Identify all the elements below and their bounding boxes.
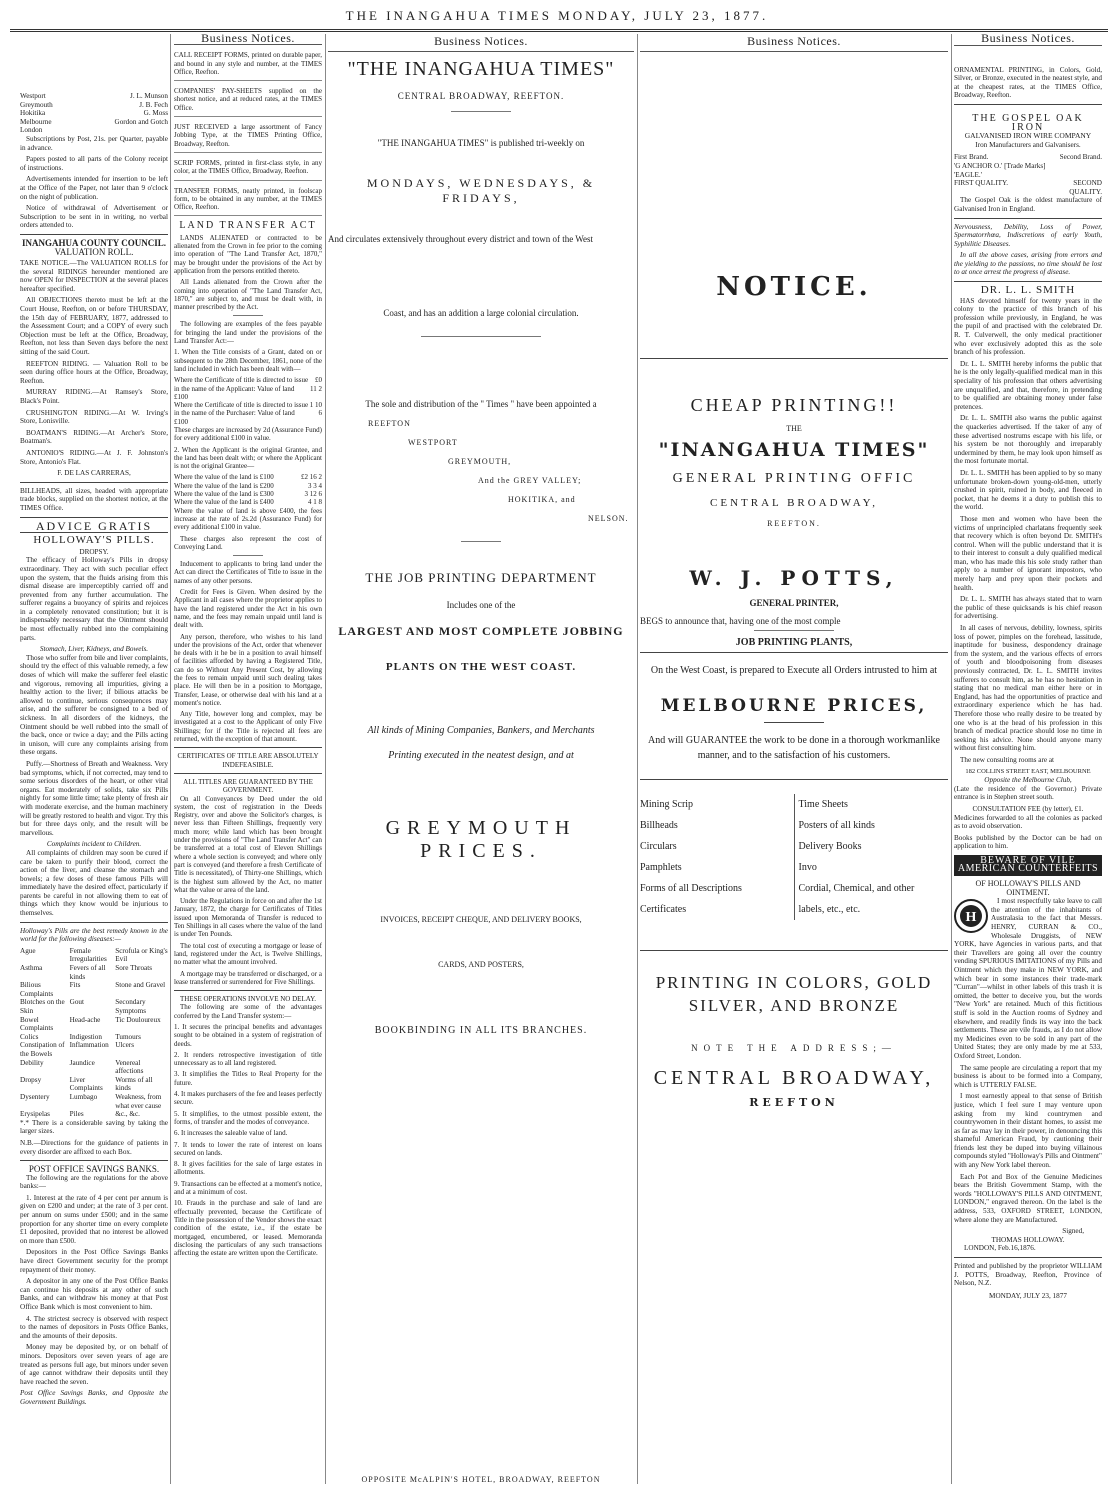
disease-row-cell: Gout — [69, 998, 85, 1007]
column-5 — [954, 34, 1102, 1484]
fee-row-cell: Where the value of the land is £400 — [174, 498, 274, 507]
disease-row-cell: Fits — [69, 981, 81, 990]
printing-colors: PRINTING IN COLORS, GOLD SILVER, AND BRONZE — [655, 973, 933, 1015]
fee-row-cell: 1 10 6 — [309, 401, 322, 418]
post-office-rule: Depositors in the Post Office Savings Banks have direct Government security for the prompt repayment of their money. — [20, 1248, 168, 1274]
column-3 — [328, 34, 634, 1484]
holloway-body — [954, 897, 1102, 1224]
disease-row-cell: Jaundice — [69, 1058, 95, 1067]
medicines-note: Medicines forwarded to all the colonies as packed as to avoid observation. — [954, 813, 1102, 831]
agent-row — [20, 118, 168, 127]
agent-row-cell: Hokitika — [20, 109, 46, 118]
disease-row-cell: Liver Complaints — [69, 1075, 103, 1093]
fees-table-1 — [174, 376, 322, 426]
disease-row — [20, 1016, 168, 1033]
disease-row — [20, 981, 168, 998]
disease-row-cell: Head-ache — [69, 1015, 101, 1024]
advice-title: ADVICE GRATIS — [20, 522, 168, 534]
business-notice: CALL RECEIPT FORMS, printed on durable paper, and bound in any style and number, at the TIMES Office, Reefton. — [174, 51, 322, 81]
disease-row-cell: Colics — [20, 1032, 39, 1041]
smith-paragraph: Dr. L. L. SMITH also warns the public against the quackeries advertised. If the taker of any of these advertised nostrums escape with his life, or his system be not thoroughly and irreparably undermined by them, he may look upon himself as the most fortunate mortal. — [954, 414, 1102, 466]
column-4 — [640, 34, 948, 1484]
brand-row-cell: FIRST QUALITY. — [954, 179, 1009, 188]
books-note: Books published by the Doctor can be had on application to him. — [954, 833, 1102, 851]
signed: Signed, — [1062, 1227, 1084, 1236]
guaranteed-title: ALL TITLES ARE GUARANTEED BY THE GOVERNMENT. — [183, 777, 313, 795]
column-divider — [325, 34, 326, 1484]
disease-row-cell: Ague — [20, 946, 36, 955]
subscription-note: Papers posted to all parts of the Colony receipt of instructions. — [20, 155, 168, 172]
opposite-line: OPPOSITE McALPIN'S HOTEL, BROADWAY, REEFTON — [361, 1475, 601, 1484]
agent-row-cell: Westport — [20, 92, 46, 100]
holloway-pills-title: HOLLOWAY'S PILLS. — [33, 534, 155, 547]
agent-row-cell: J. L. Munson — [130, 92, 168, 100]
disease-row-cell: Constipation of the Bowels — [20, 1041, 65, 1058]
item-right: labels, etc., etc. — [798, 904, 861, 915]
operations-title: THESE OPERATIONS INVOLVE NO DELAY. — [179, 995, 317, 1004]
svg-text:H: H — [965, 910, 977, 926]
deeds-body: On all Conveyances by Deed under the old system, the cost of registration in the Deeds Registry, over and above the Solicitor's charges, is never less than Fifteen Shillings, frequently very much more; while land which has been brought under the provisions of "The Land Transfer Act" can be transferred at a total cost of Eleven Shillings where a whole section is conveyed; and where only part is conveyed (and therefore a fresh Certificate of Title is necessitated), of Thirty-one Shillings, which is the highest sum allowed by the Act, no matter what the value or area of the land. — [174, 794, 322, 894]
disease-row-cell: Tic Douloureux — [115, 1015, 161, 1024]
times-heavy-title: "INANGAHUA TIMES" — [658, 439, 930, 461]
lease: The total cost of executing a mortgage or lease of land, registered under the Act, is Twelve Shillings, no matter what the amount involved. — [174, 941, 322, 967]
prepared-line: On the West Coast, is prepared to Execute all Orders intrusted to him at — [650, 665, 938, 676]
advantage-item: 9. Transactions can be effected at a moment's notice, and at a minimum of cost. — [174, 1179, 322, 1197]
business-notices-header: Business Notices. — [328, 34, 634, 52]
agent-row-cell: Gordon and Gotch — [114, 117, 168, 126]
holloway-title: OF HOLLOWAY'S PILLS AND OINTMENT. — [975, 879, 1081, 897]
disease-row-cell: Ulcers — [115, 1041, 134, 1050]
agent-row — [20, 109, 168, 118]
valuation-lead: TAKE NOTICE.—The VALUATION ROLLS for the several RIDINGS hereunder mentioned are now OPEN for INSPECTION at the several places hereafter specified. — [20, 259, 168, 293]
coast-line: Coast, and has an addition a large colonial circulation. — [383, 308, 579, 318]
plants-line: PLANTS ON THE WEST COAST. — [385, 661, 577, 673]
post-office-rule: A depositor in any one of the Post Office Banks can continue his deposits at any other of such Banks, and can withdraw his money at that Post Office Bank which is most convenient to him. — [20, 1277, 168, 1311]
smith-paragraph: Dr. L. L. SMITH has been applied to by so many unfortunate broken-down young-old-men, utterly crushed in spirit, ruined in body, and fleeced in pocket, that he deems it a duty to publish this to the world. — [954, 468, 1102, 512]
general-printer: GENERAL PRINTER, — [749, 598, 839, 608]
distribution-place: WESTPORT — [408, 438, 458, 447]
disease-row — [20, 1110, 168, 1119]
invoices-line: INVOICES, RECEIPT CHEQUE, AND DELIVERY BOOKS, — [380, 915, 582, 924]
brand-row — [954, 179, 1102, 196]
fee-row-cell: 3 12 6 — [304, 490, 322, 499]
fee-row — [174, 401, 322, 426]
dropsy-title: DROPSY. — [79, 547, 109, 556]
valuation-body: All OBJECTIONS thereto must be left at the Court House, Reefton, on or before THURSDAY, the 15th day of FEBRUARY, 1877, addressed to the Assessment Court; and a COPY of every such Objection must be left at the Office, Broadway, Reefton, not less than Seven days before the next sitting of the said Court. — [20, 296, 168, 357]
times-title: "THE INANGAHUA TIMES" — [347, 58, 615, 80]
holloway-sign: THOMAS HOLLOWAY. — [991, 1235, 1065, 1244]
dropsy-body: The efficacy of Holloway's Pills in dropsy extraordinary. They act with such peculiar effect upon the system, that the fluids arising from this dismal disease are imperceptibly carried off and prevented from any further accumulation. The sufferer regains a buoyancy of spirits and rejoices in a completely renovated constitution; but it is indispensably necessary that the Ointment should be most effectually rubbed into the complaining parts. — [20, 556, 168, 642]
column-2 — [174, 34, 322, 1484]
smith-paragraph: Those men and women who have been the victims of unprincipled charlatans frequently seek that recovery which is often beyond Dr. SMITH's control. When will the public understand that it is to their interest to consult a duly qualified medical man, who has made this his sole study rather than apply to a number of ignorant impostors, who merely harp and prey upon their pockets and health. — [954, 514, 1102, 592]
disease-row-cell: Indigestion — [69, 1032, 102, 1041]
fee-row-cell: 4 1 8 — [308, 498, 322, 507]
fees-case-1: 1. When the Title consists of a Grant, dated on or subsequent to the 28th December, 1861, none of the land included in which has been dealt with— — [174, 348, 322, 373]
dr-smith-body — [954, 297, 1102, 765]
agent-row — [20, 92, 168, 101]
beware-line-1: BEWARE OF VILE — [980, 854, 1076, 866]
business-notice: COMPANIES' PAY-SHEETS supplied on the shortest notice, and at reduced rates, at the TIMES Office. — [174, 87, 322, 117]
brand-row-cell: SECOND QUALITY. — [1069, 179, 1102, 196]
agent-row — [20, 126, 168, 135]
london-date: LONDON, Feb.16,1876. — [964, 1244, 1036, 1253]
disease-row-cell: Bowel Complaints — [20, 1015, 54, 1033]
children-body: All complaints of children may soon be cured if care be taken to purify their blood, correct the action of the liver, and cleanse the stomach and bowels; a few doses of these famous Pills will immediately have the desired effect, particularly if parents be careful in not allowing them to eat of things which they know would be injurious to themselves. — [20, 848, 168, 918]
circulates-line: And circulates extensively throughout every district and town of the West — [328, 234, 594, 244]
dr-smith-title: DR. L. L. SMITH — [980, 284, 1076, 297]
smith-opposite: Opposite the Melbourne Club, — [984, 776, 1072, 785]
disease-row-cell: Dysentery — [20, 1092, 50, 1101]
beware-line-2: AMERICAN COUNTERFEITS — [957, 863, 1099, 875]
credit: Credit for Fees is Given. When desired by the Applicant in all cases where the proprietor applies to have the land registered under the Act in his own name, and the fees may remain unpaid until land is dealt with. — [174, 588, 322, 630]
fee-row — [174, 490, 322, 498]
reefton-line: REEFTON. — [767, 519, 821, 528]
mortgage: A mortgage may be transferred or discharged, or a lease transferred or surrendered for Five Shillings. — [174, 969, 322, 986]
central-broadway: CENTRAL BROADWAY, — [710, 497, 878, 509]
holloway-paragraph: I most earnestly appeal to that sense of British justice, which I feel sure I may venture upon asking from my kind countrymen and countrywomen in their distant homes, to assist me as far as may lay in their power, in denouncing this shameful American Fraud, by cautioning their friends lest they be duped into buying villainous compounds styled "Holloway's Pills and Ointment" with any New York label thereon. — [954, 1092, 1102, 1170]
advantages-lead: The following are some of the advantages conferred by the Land Transfer system:— — [174, 1003, 322, 1020]
disease-row-cell: Venereal affections — [115, 1058, 144, 1076]
footer-fragment: Post Office Savings Banks, and Opposite the Government Buildings. — [20, 1389, 168, 1406]
fee-row — [174, 498, 322, 506]
item-left: Billheads — [640, 820, 678, 831]
disease-row-cell: Tumours — [115, 1032, 141, 1041]
agents-table — [20, 92, 168, 135]
smith-paragraph: HAS devoted himself for twenty years in the colony to the practice of this branch of his profession while previously, in England, he was the pupil of and practised with the celebrated Dr. R. T. Culverwell, the only medical practitioner who ever exclusively adopted this as the sole branch of his profession. — [954, 296, 1102, 357]
nervousness: Nervousness, Debility, Loss of Power, Spermatorrhœa, Indiscretions of early Youth, Syphilitic Diseases. — [954, 222, 1102, 248]
agent-row-cell: Greymouth — [20, 100, 53, 109]
item-left: Certificates — [640, 904, 687, 915]
job-printing-title: THE JOB PRINTING DEPARTMENT — [365, 570, 597, 585]
disease-row — [20, 998, 168, 1015]
item-right: Posters of all kinds — [798, 820, 875, 831]
gospel-manufacturers: Iron Manufacturers and Galvanisers. — [975, 140, 1081, 149]
disease-row — [20, 964, 168, 981]
guarantee-line: And will GUARANTEE the work to be done in a thorough workmanlike manner, and to the satisfaction of his customers. — [648, 735, 940, 761]
holloway-paragraph: I most respectfully take leave to call the attention of the inhabitants of Australasia to the fact that Messrs. HENRY, CURRAN & CO., Wholesale Druggists, of NEW YORK, have Agencies in various parts, and that their Travellers are going all over the country vending SPURIOUS IMITATIONS of my Pills and Ointment which they make in NEW YORK, and which bear in some instances their trade-mark "Curran"—whilst in other labels of this trash it is omitted, the better to deceive you, but the words "New York" are retained. Much of this fictitious stuff is sold in the Auction rooms of Sydney and elsewhere, and readily finds its way into the back settlements. These are vile frauds, as I do not allow my Medicines even to be sold in any part of the United States; they are only made by me at 533, Oxford Street, London. — [954, 897, 1102, 1060]
items-table — [640, 794, 948, 920]
smith-paragraph: In all cases of nervous, debility, lowness, spirits loss of power, pimples on the forehead, lassitude, inaptitude for business, despondency drainage from the system, and the various effects of errors of youth and bloodpoisoning from diseases previously contracted, Dr. L. L. SMITH invites sufferers to consult him, as he has no hesitation in stating that no medical man either here or in England, has had the opportunities of practice and extraordinary experience which he has had. Therefore those who really desire to be treated by one who is at the head of his profession in this branch of medical practice should lose no time in seeking his advice. None should anyone marry without first consulting him. — [954, 624, 1102, 753]
valuation-title: VALUATION ROLL. — [54, 246, 134, 257]
stomach-title: Stomach, Liver, Kidneys, and Bowels. — [39, 645, 149, 654]
subscription-note: Notice of withdrawal of Advertisement or Subscription to be sent in in writing, no verbal orders attended to. — [20, 204, 168, 230]
agent-row-cell: London — [20, 126, 43, 135]
holloway-paragraph: The same people are circulating a report that my business is about to be formed into a Company, which is UTTERLY FALSE. — [954, 1063, 1102, 1089]
disease-row-cell: Stone and Gravel — [115, 981, 166, 990]
fee-row-cell: Where the value of the land is £200 — [174, 481, 274, 490]
fee-row-cell: 3 3 4 — [308, 481, 322, 490]
item-left: Circulars — [640, 841, 677, 852]
includes-line: Includes one of the — [446, 600, 516, 610]
disease-row-cell: Weakness, from what ever cause — [115, 1092, 162, 1110]
fee-row — [174, 473, 322, 481]
gospel-title: THE GOSPEL OAK IRON — [972, 112, 1084, 133]
consultation-fee: CONSULTATION FEE (by letter), £1. — [972, 804, 1084, 813]
disease-row — [20, 1059, 168, 1076]
disease-row-cell: Blotches on the Skin — [20, 998, 65, 1015]
fees-case-2: 2. When the Applicant is the original Grantee, and the land has been dealt with; or where the Applicant is not the original Grantee— — [174, 445, 322, 471]
disease-row-cell: Lumbago — [69, 1092, 98, 1101]
post-office-rules — [20, 1194, 168, 1386]
riding-item: MURRAY RIDING.—At Ramsey's Store, Black's Point. — [20, 388, 168, 405]
distribution-place: GREYMOUTH, — [448, 457, 512, 466]
fee-row — [174, 376, 322, 401]
beware-banner — [954, 855, 1102, 876]
certificates-title: CERTIFICATES OF TITLE ARE ABSOLUTELY INDEFEASIBLE. — [177, 752, 319, 769]
business-notices-header: Business Notices. — [174, 34, 322, 45]
disease-row-cell: Erysipelas — [20, 1110, 50, 1119]
the-line: THE — [786, 424, 802, 433]
brands-table — [954, 153, 1102, 196]
disease-row-cell: Inflammation — [69, 1041, 109, 1050]
advantage-item: 3. It simplifies the Titles to Real Property for the future. — [174, 1070, 322, 1087]
distribution-place: REEFTON — [368, 419, 411, 428]
disease-row-cell: Scrofula or King's Evil — [115, 946, 168, 964]
valuation-sign: F. DE LAS CARRERAS, — [57, 469, 131, 478]
general-office: GENERAL PRINTING OFFIC — [672, 471, 916, 486]
cheap-printing: CHEAP PRINTING!! — [690, 395, 898, 415]
printed-by: Printed and published by the proprietor WILLIAM J. POTTS, Broadway, Reefton, Province of Nelson, N.Z. — [954, 1262, 1102, 1288]
item-left: Mining Scrip — [640, 799, 694, 810]
brand-row — [954, 153, 1102, 162]
post-office-lead: The following are the regulations for the above banks:— — [20, 1173, 168, 1191]
disease-row-cell: Worms of all kinds — [115, 1075, 153, 1093]
gospel-subtitle: GALVANISED IRON WIRE COMPANY — [964, 131, 1092, 141]
regulations: Under the Regulations in force on and after the 1st January, 1872, the charge for Certificates of Titles issued upon Memoranda of Transfer is reduced to Ten Shillings in all cases where the value of the land is under Ten Pounds. — [174, 897, 322, 939]
item-right: Invo — [798, 862, 817, 873]
note-address: NOTE THE ADDRESS;— — [691, 1043, 897, 1053]
date-line: MONDAY, JULY 23, 1877 — [989, 1291, 1067, 1300]
smith-paragraph: Dr. L. L. SMITH hereby informs the public that he is the only legally-qualified medical man in this speciality of his profession that others advertising are unqualified, and that, therefore, in pretending to be qualified are obtaining money under false pretences. — [954, 359, 1102, 411]
disease-row-cell: &c., &c. — [115, 1110, 140, 1119]
job-plants: JOB PRINTING PLANTS, — [735, 637, 853, 648]
puffy-body: Puffy.—Shortness of Breath and Weakness. Very bad symptoms, which, if not corrected, may tend to some serious disorders of the heart, or other vital organs. Eat moderately of solids, take six Pills nightly for some little time; take plenty of fresh air with moderate exercise, and the human machinery will be greatly restored to health and vigor. Try this but for three days only, and the result will be marvellous. — [20, 759, 168, 837]
disease-row — [20, 1041, 168, 1058]
business-notices-header: Business Notices. — [954, 34, 1102, 46]
business-notice: JUST RECEIVED a large assortment of Fancy Jobbing Type, at the TIMES Printing Office, Broadway, Reefton. — [174, 123, 322, 153]
land-transfer-title: LAND TRANSFER ACT — [179, 220, 317, 232]
advantage-item: 2. It renders retrospective investigation of title unnecessary as to all land registered. — [174, 1050, 322, 1068]
item-left: Pamphlets — [640, 862, 682, 873]
fees-note-2: Where the value of land is above £400, the fees increase at the rate of 2s.2d (Assurance Fund) for every additional £100 in value. — [174, 506, 322, 532]
disease-row-cell: Female Irregularities — [69, 946, 107, 964]
agent-row-cell: Melbourne — [20, 117, 52, 126]
reefton-line-2: REEFTON — [749, 1096, 839, 1109]
council-title: INANGAHUA COUNTY COUNCIL. — [22, 237, 166, 248]
printing-executed-line: Printing executed in the neatest design, and at — [388, 750, 574, 761]
all-kinds-line: All kinds of Mining Companies, Bankers, and Merchants — [367, 725, 595, 736]
disease-row-cell: Debility — [20, 1058, 44, 1067]
fee-row-cell: Where the value of the land is £100 — [174, 473, 274, 482]
disease-row — [20, 1033, 168, 1042]
nervousness-2: In all the above cases, arising from errors and the yielding to the passions, no time should be lost to at once arrest the progress of disease. — [954, 251, 1102, 277]
smith-paragraph: The new consulting rooms are at — [960, 755, 1055, 764]
any-person: Any person, therefore, who wishes to his land under the provisions of the Act, order that whenever he deals with it he be in a position to avail himself of facilities afforded by having a Registered Title, can do so Without Any Present Cost, by allowing the fees to remain unpaid until such dealing takes place. He will then be in a position to Mortgage, Transfer, Lease, or otherwise deal with his land at a moment's notice. — [174, 632, 322, 707]
post-office-rule: 1. Interest at the rate of 4 per cent per annum is given on £200 and under; at the rate of 3 per cent. per annum on sums under £500; and in the same proportion for any shorter time on every complete £1 deposited, provided that no interest be allowed on more than £500. — [20, 1193, 168, 1245]
disease-row-cell: Secondary Symptoms — [115, 998, 146, 1015]
brand-row-cell — [1048, 162, 1102, 179]
advantage-item: 10. Frauds in the purchase and sale of land are effectually prevented, because the Certificate of Title in the possession of the Vendor shows the exact condition of the estate, i.e., if the estate be mortgaged, encumbered, or leased. Memoranda disclosing the particulars of any such transactions affecting the estate are written upon the Certificate. — [174, 1199, 322, 1258]
fee-row-cell: Where the Certificate of title is directed to issue in the name of the Applicant: Value of land £100 — [174, 376, 309, 401]
riding-item: REEFTON RIDING. — Valuation Roll to be seen during office hours at the Office, Broadway, Reefton. — [20, 359, 168, 385]
best-remedy: Holloway's Pills are the best remedy known in the world for the following diseases:— — [20, 926, 168, 944]
subscription-notes — [20, 135, 168, 230]
fee-row-cell: £2 16 2 — [301, 473, 322, 482]
column-divider — [951, 34, 952, 1484]
distribution-place: And the GREY VALLEY; — [478, 476, 582, 485]
gospel-note: The Gospel Oak is the oldest manufacture of Galvanised Iron in England. — [954, 196, 1102, 213]
stomach-body: Those who suffer from bile and liver complaints, should try the effect of this valuable remedy, a few doses of which will make the sufferer feel elastic and vigorous, removing all impurities, giving a healthy action to the liver; if bilious attacks be allowed to continue, serious consequences may arise, and the sufferer be consigned to a bed of sickness. In all disorders of the kidneys, the Ointment should be well rubbed into the small of the back, once or twice a day; and the Pills acting in unison, will cure any complaints arising from these organs. — [20, 653, 168, 757]
post-office-title: POST OFFICE SAVINGS BANKS. — [28, 1164, 160, 1175]
advantage-item: 8. It gives facilities for the sale of large estates in allotments. — [174, 1160, 322, 1177]
distribution-line: The sole and distribution of the " Times " have been appointed a — [365, 399, 597, 409]
disease-row-cell: Bilious Complaints — [20, 981, 54, 998]
fees-table-2 — [174, 473, 322, 506]
land-intro: LANDS ALIENATED or contracted to be alienated from the Crown in fee prior to the coming into operation of "The Land Transfer Act, 1870," may be brought under the provisions of the Act by application from the persons entitled thereto. — [174, 233, 322, 275]
business-notices-header: Business Notices. — [640, 34, 948, 52]
directions-note: N.B.—Directions for the guidance of patients in every disorder are affixed to each Box. — [20, 1138, 168, 1156]
fee-row-cell: Where the value of the land is £300 — [174, 490, 274, 499]
bookbinding-line: BOOKBINDING IN ALL ITS BRANCHES. — [374, 1025, 588, 1036]
begs-line: BEGS to announce that, having one of the most comple — [640, 616, 841, 626]
riding-item: ANTONIO'S RIDING.—At J. F. Johnston's Store, Antonio's Flat. — [20, 448, 168, 466]
riding-item: CRUSHINGTON RIDING.—At W. Irving's Store, Lonisville. — [20, 408, 168, 426]
item-left: Forms of all Descriptions — [640, 883, 742, 894]
agent-row-cell: J. B. Fech — [139, 100, 168, 109]
post-office-rule: 4. The strictest secrecy is observed with respect to the names of depositors in Posts Office Banks, and the amounts of their deposits. — [20, 1314, 168, 1340]
holloway-seal-icon — [954, 899, 988, 936]
disease-row-cell: Dropsy — [20, 1075, 42, 1084]
agent-row-cell — [76, 126, 168, 135]
advantage-item: 1. It secures the principal benefits and advantages sought to be obtained in a system of registration of deeds. — [174, 1022, 322, 1048]
column-divider — [170, 34, 171, 1484]
notices-list — [174, 51, 322, 216]
billheads-notice: BILLHEADS, all sizes, headed with appropriate trade blocks, supplied on the shortest notice, at the TIMES Office. — [20, 486, 168, 512]
masthead-rule — [10, 29, 1108, 32]
subscription-note: Advertisements intended for insertion to be left at the Office of the Paper, not later than 9 o'clock on the night of publication. — [20, 175, 168, 201]
item-right: Delivery Books — [798, 841, 862, 852]
fee-row — [174, 482, 322, 490]
central-broadway-2: CENTRAL BROADWAY, — [653, 1067, 935, 1089]
ornamental-notice: ORNAMENTAL PRINTING, in Colors, Gold, Silver, or Bronze, executed in the neatest style, and at the cheapest rates, at the TIMES Office, Broadway, Reefton. — [954, 65, 1102, 100]
advantages-list — [174, 1023, 322, 1257]
subscription-note: Subscriptions by Post, 21s. per Quarter, payable in advance. — [20, 134, 168, 152]
business-notice: SCRIP FORMS, printed in first-class style, in any color, at the TIMES Office, Broadway, Reefton. — [174, 159, 322, 181]
largest-line: LARGEST AND MOST COMPLETE JOBBING — [338, 624, 624, 638]
item-right: Cordial, Chemical, and other — [798, 883, 915, 894]
masthead: THE INANGAHUA TIMES MONDAY, JULY 23, 1877. — [345, 8, 769, 23]
disease-row-cell: Fevers of all kinds — [69, 964, 106, 981]
diseases-table — [20, 947, 168, 1119]
column-divider — [637, 34, 638, 1484]
advantage-item: 7. It tends to lower the rate of interest on loans secured on lands. — [174, 1140, 322, 1157]
disease-row-cell: Asthma — [20, 964, 43, 973]
column-1 — [20, 34, 168, 1484]
children-title: Complaints incident to Children. — [46, 840, 142, 849]
disease-row — [20, 1076, 168, 1093]
fees-note: These charges are increased by 2d (Assurance Fund) for every additional £100 in value. — [174, 425, 322, 443]
brand-row-cell: 'G ANCHOR O.' [Trade Marks] 'EAGLE.' — [954, 161, 1046, 179]
cards-line: CARDS, AND POSTERS, — [438, 960, 524, 969]
ridings-list — [20, 360, 168, 467]
times-address: CENTRAL BROADWAY, REEFTON. — [397, 91, 565, 101]
any-title: Any Title, however long and complex, may be investigated at a cost to the Applicant of only Five Shillings; for if the Title is rejected all fees are returned, with the exception of that amount. — [174, 710, 322, 744]
notice-title: NOTICE. — [716, 272, 872, 302]
smith-paragraph: Dr. L. L. SMITH has always stated that to warn the public of these quicksands is his chief reason for advertising. — [954, 595, 1102, 621]
disease-row-cell: Piles — [69, 1110, 84, 1119]
land-intro-2: All Lands alienated from the Crown after the coming into operation of "The Land Transfer Act, 1870," are subject to, and must be dealt with, in manner prescribed by the Act. — [174, 278, 322, 312]
fee-row-cell: £0 11 2 — [310, 376, 322, 393]
potts-name: W. J. POTTS, — [689, 566, 899, 590]
disease-row — [20, 947, 168, 964]
published-line: "THE INANGAHUA TIMES" is published tri-weekly on — [377, 138, 585, 148]
fees-note-3: These charges also represent the cost of Conveying Land. — [174, 534, 322, 551]
publication-days: MONDAYS, WEDNESDAYS, & FRIDAYS, — [366, 176, 596, 205]
fee-row-cell: Where the Certificate of title is directed to issue in the name of the Purchaser: Value of land £100 — [174, 401, 309, 426]
brand-row — [954, 162, 1102, 179]
inducement: Inducement to applicants to bring land under the Act can direct the Certificates of Title to issue in the names of any other persons. — [174, 560, 322, 585]
smith-address: 182 COLLINS STREET EAST, MELBOURNE — [965, 767, 1091, 775]
agent-row-cell: G. Moss — [143, 109, 168, 118]
brand-row-cell: Second Brand. — [1059, 153, 1102, 162]
fees-lead: The following are examples of the fees payable for bringing the land under the provisions of the Land Transfer Act:— — [174, 320, 322, 346]
advantage-item: 6. It increases the saleable value of land. — [174, 1129, 288, 1138]
disease-row-cell: Sore Throats — [115, 964, 153, 973]
advantage-item: 5. It simplifies, to the utmost possible extent, the forms, of transfer and the modes of conveyance. — [174, 1109, 322, 1126]
smith-late: (Late the residence of the Governor.) Private entrance is in Stephen street south. — [954, 784, 1102, 802]
disease-row — [20, 1093, 168, 1110]
business-notice: TRANSFER FORMS, neatly printed, in foolscap form, to be obtained in any number, at the TIMES Office, Reefton. — [174, 187, 322, 217]
greymouth-prices: GREYMOUTH PRICES. — [385, 817, 577, 862]
holloway-paragraph: Each Pot and Box of the Genuine Medicines bears the British Government Stamp, with the words "HOLLOWAY'S PILLS AND OINTMENT, LONDON," engraved thereon. On the label is the address, 533, OXFORD STREET, LONDON, where alone they are Manufactured. — [954, 1172, 1102, 1224]
item-right: Time Sheets — [798, 799, 848, 810]
distribution-places — [328, 419, 634, 523]
advantage-item: 4. It makes purchasers of the fee and leases perfectly secure. — [174, 1090, 322, 1107]
post-office-rule: Money may be deposited by, or on behalf of minors. Depositors over seven years of age are treated as persons full age, but minors under seven of age cannot withdraw their deposits until they have reached the seven. — [20, 1343, 168, 1386]
melbourne-prices: MELBOURNE PRICES, — [660, 696, 928, 716]
brand-row-cell: First Brand. — [954, 153, 989, 162]
agent-row — [20, 101, 168, 110]
distribution-place: NELSON. — [588, 514, 629, 523]
riding-item: BOATMAN'S RIDING.—At Archer's Store, Boatman's. — [20, 428, 168, 446]
distribution-place: HOKITIKA, and — [508, 495, 576, 504]
saving-note: *.* There is a considerable saving by taking the larger sizes. — [20, 1118, 168, 1136]
